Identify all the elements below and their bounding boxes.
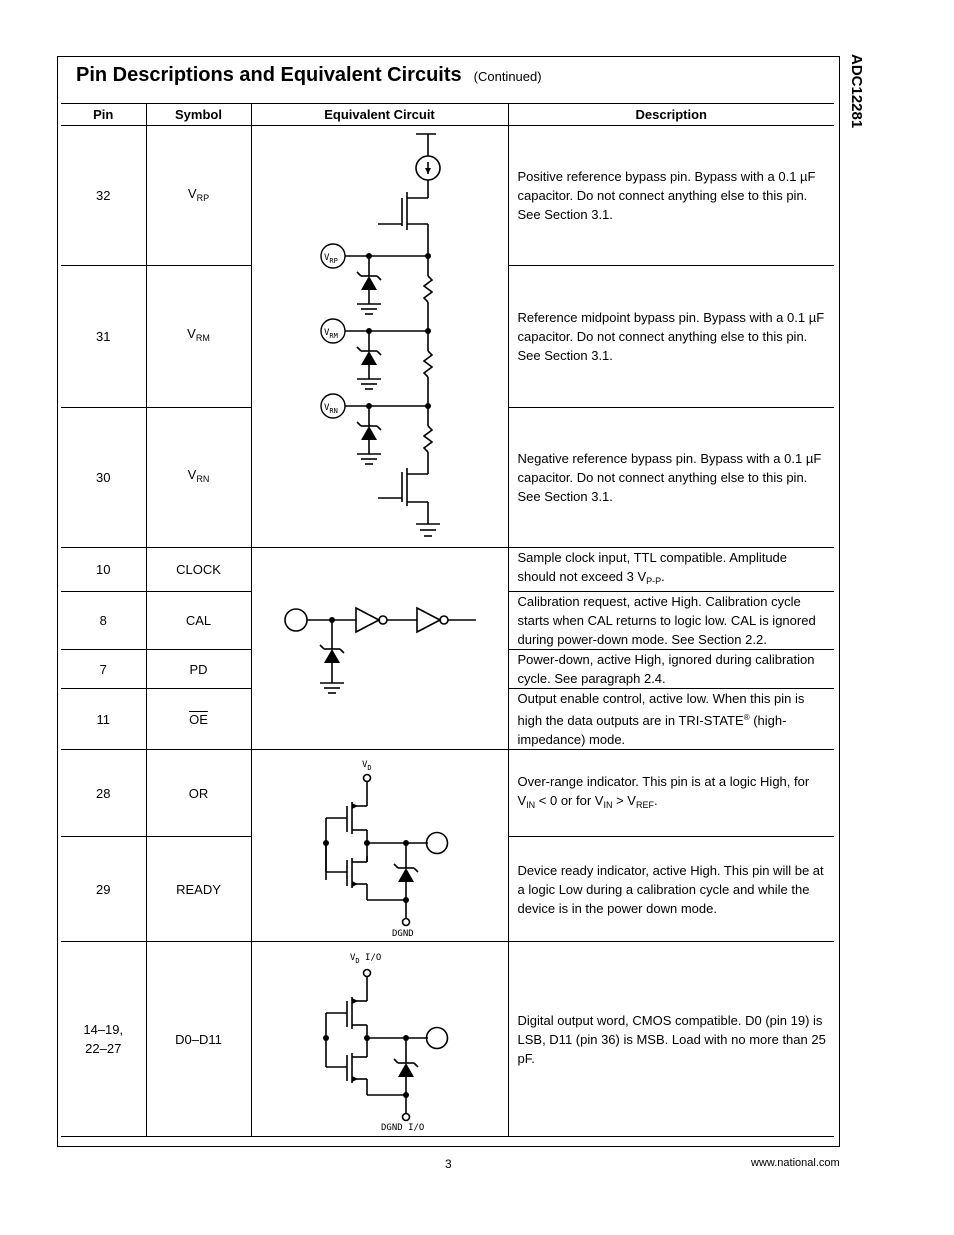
header-equivalent-circuit: Equivalent Circuit: [251, 104, 508, 126]
pin-symbol: $V_{RP}$: [146, 126, 251, 266]
pin-symbol: D0–D11: [146, 942, 251, 1137]
pin-symbol: READY: [146, 837, 251, 942]
pin-number: 14–19, 22–27: [61, 942, 146, 1137]
ref-label-vrp: $V_{RP}$: [323, 253, 338, 265]
pin-symbol: CLOCK: [146, 548, 251, 592]
pin-description: Calibration request, active High. Calibration cycle starts when CAL returns to logic low. CAL is ignored during power-down mode. See Section 2.2.: [508, 592, 834, 650]
header-symbol: Symbol: [146, 104, 251, 126]
ground-label: DGND I/O: [380, 1122, 424, 1133]
page-title: Pin Descriptions and Equivalent Circuits (Continued): [76, 64, 542, 86]
table-row: [61, 750, 834, 837]
pin-description: Power-down, active High, ignored during calibration cycle. See paragraph 2.4.: [508, 650, 834, 689]
pin-symbol: $V_{RN}$: [146, 407, 251, 547]
supply-label: $V_D$: [361, 760, 372, 772]
pin-number: 28: [61, 750, 146, 837]
pin-symbol: PD: [146, 650, 251, 689]
pin-description: Over-range indicator. This pin is at a logic High, for $V_{IN} < 0$ or for $V_{IN} > V_{REF}$.: [508, 750, 834, 837]
pin-symbol: $V_{RM}$: [146, 266, 251, 407]
pin-number: 8: [61, 592, 146, 650]
table-row: [61, 942, 834, 1137]
pin-description: Output enable control, active low. When this pin is high the data outputs are in TRI-STATE® (high-impedance) mode.: [508, 689, 834, 750]
pin-symbol: OR: [146, 750, 251, 837]
side-label: ADC12281: [848, 54, 865, 129]
pin-description: Device ready indicator, active High. This pin will be at a logic Low during a calibration cycle and while the device is in the power down mode.: [508, 837, 834, 942]
pin-number: 32: [61, 126, 146, 266]
pin-table: [61, 103, 834, 1137]
output-driver-circuit: [252, 750, 508, 941]
table-header: [61, 104, 834, 126]
header-pin: Pin: [61, 104, 146, 126]
pin-description: Digital output word, CMOS compatible. D0 (pin 19) is LSB, D11 (pin 36) is MSB. Load with no more than 25 pF.: [508, 942, 834, 1137]
table-row: [61, 126, 834, 266]
pin-description: Negative reference bypass pin. Bypass with a 0.1 µF capacitor. Do not connect anything else to this pin. See Section 3.1.: [508, 407, 834, 547]
pin-description: Reference midpoint bypass pin. Bypass with a 0.1 µF capacitor. Do not connect anything else to this pin. See Section 3.1.: [508, 266, 834, 407]
table-row: [61, 548, 834, 592]
page-number: 3: [445, 1157, 452, 1171]
ground-label: DGND: [391, 929, 414, 939]
supply-label: $V_D$ I/O: [349, 952, 381, 965]
pin-description: Sample clock input, TTL compatible. Amplitude should not exceed 3 $V_{P-P}$.: [508, 548, 834, 592]
input-buffer-circuit: [252, 553, 508, 745]
pin-number: 10: [61, 548, 146, 592]
pin-number: 30: [61, 407, 146, 547]
pin-number: 11: [61, 689, 146, 750]
data-output-circuit-cell: [251, 942, 508, 1137]
website-link[interactable]: www.national.com: [751, 1157, 840, 1169]
reference-circuit-cell: [251, 126, 508, 548]
reference-ladder-circuit: [252, 126, 508, 547]
pin-number: 29: [61, 837, 146, 942]
ref-label-vrm: $V_{RM}$: [323, 328, 338, 340]
input-circuit-cell: [251, 548, 508, 750]
data-output-driver-circuit: [252, 943, 508, 1136]
output-circuit-cell: [251, 750, 508, 942]
pin-symbol: $\overline{OE}$: [146, 689, 251, 750]
ref-label-vrn: $V_{RN}$: [323, 403, 338, 415]
pin-description: Positive reference bypass pin. Bypass with a 0.1 µF capacitor. Do not connect anything else to this pin. See Section 3.1.: [508, 126, 834, 266]
pin-symbol: CAL: [146, 592, 251, 650]
pin-number: 31: [61, 266, 146, 407]
title-suffix: (Continued): [473, 69, 542, 84]
pin-number: 7: [61, 650, 146, 689]
header-description: Description: [508, 104, 834, 126]
